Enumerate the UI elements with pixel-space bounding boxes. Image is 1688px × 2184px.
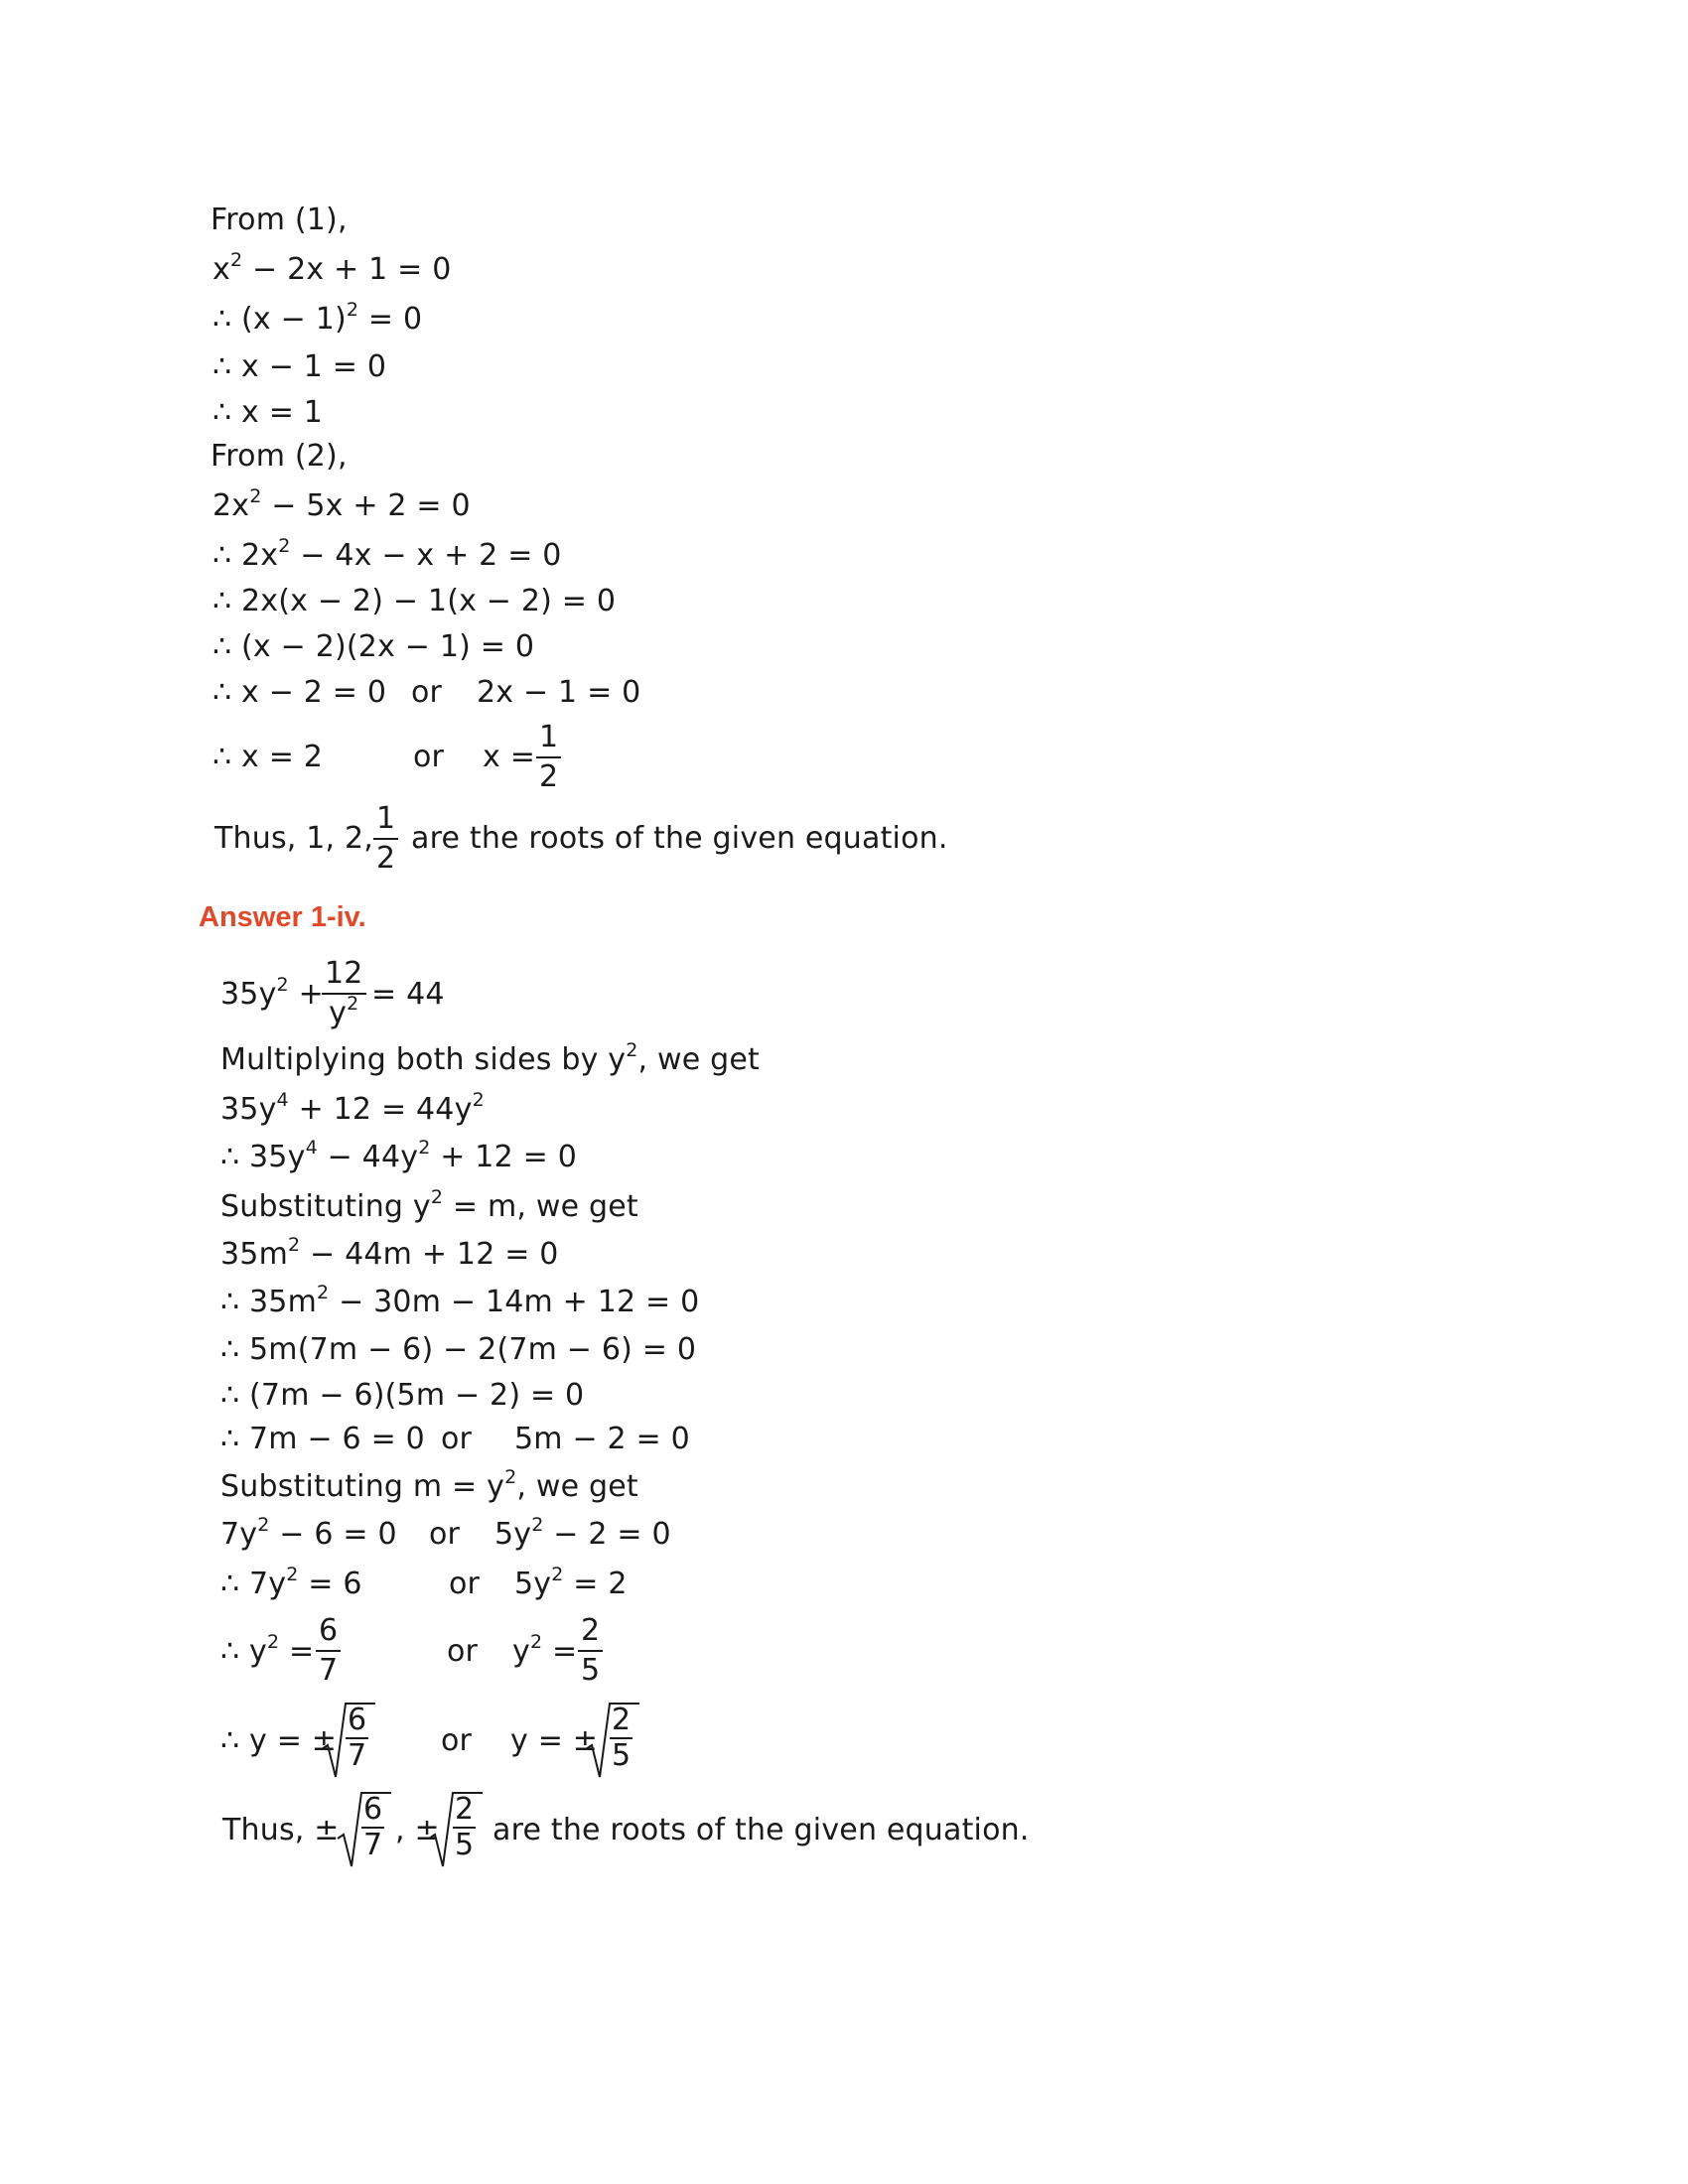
equation-line: ∴ $(x - 1)^2 = 0$ <box>212 299 423 337</box>
equation-line: ∴ (x − 2)(2x − 1) = 0 <box>212 629 535 664</box>
answer-heading: Answer 1-iv. <box>199 901 366 933</box>
equation-line: $2x^2 - 5x + 2 = 0$ <box>212 485 471 523</box>
fraction: $\frac{1}{2}$ <box>373 800 398 878</box>
equation-line: ∴ 2x(x − 2) − 1(x − 2) = 0 <box>212 584 617 618</box>
square-root: $\frac{6}{7}$ <box>336 1789 391 1870</box>
fraction: $\frac{1}{2}$ <box>536 719 561 796</box>
from-1-label: From (1), <box>211 203 348 237</box>
equation-line: ∴ 7m − 6 = 0 or 5m − 2 = 0 <box>220 1422 690 1456</box>
fraction: $\frac{12}{y^2}$ <box>322 955 366 1032</box>
text-line: Substituting $m = y^2$, we get <box>220 1466 638 1504</box>
equation-line: ∴ $35y^4 - 44y^2 + 12 = 0$ <box>220 1137 577 1174</box>
fraction: $\frac{2}{5}$ <box>578 1612 603 1690</box>
equation-line: $35y^4 + 12 = 44y^2$ <box>220 1089 485 1127</box>
equation-line: ∴ $35m^2 - 30m - 14m + 12 = 0$ <box>220 1282 700 1319</box>
document-page: From (1), $x^2 - 2x + 1 = 0$ ∴ $(x - 1)^2 = 0$ ∴ x − 1 = 0 ∴ x = 1 From (2), $2x^2 - 5x + 2 = 0$ ∴ $2x^2 - 4x - x + 2 = 0$ ∴ 2x(x − 2) − 1(x − 2) = 0 ∴ (x − 2)(2x − 1) = 0 ∴ x − 2 = 0 or 2x − 1 = 0 ∴ x = 2 or x = $\frac{1}{2}$ Thus, 1, 2, $\frac{1}{2}$ are the roots of the given equation. Answer 1-iv. $35y^2$ + $\frac{12}{y^2}$ = 44 Multiplying both sides by $y^2$, we get $35y^4 + 12 = 44y^2$ ∴ $35y^4 - 44y^2 + 12 = 0$ Substituting $y^2 = m$, we get $35m^2 - 44m + 12 = 0$ ∴ $35m^2 - 30m - 14m + 12 = 0$ ∴ 5m(7m − 6) − 2(7m − 6) = 0 ∴ (7m − 6)(5m − 2) = 0 ∴ 7m − 6 = 0 or 5m − 2 = 0 Substituting $m = y^2$, we get $7y^2 - 6 = 0$ or $5y^2 - 2 = 0$ ∴ $7y^2 = 6$ or $5y^2 = 2$ ∴ $y^2$ = $\frac{6}{7}$ or $y^2$ = $\frac{2}{5}$ ∴ y = ± $\frac{6}{7}$ or y = ± $\frac{2}{5}$ Thus, ± $\frac{6}{7}$ , ± $\frac{2}{5}$ are the roots of the given equation. <box>0 0 1688 2184</box>
from-2-label: From (2), <box>211 439 348 474</box>
fraction: $\frac{6}{7}$ <box>316 1612 341 1690</box>
text-line: Substituting $y^2 = m$, we get <box>220 1186 638 1224</box>
equation-line: $35m^2 - 44m + 12 = 0$ <box>220 1234 559 1272</box>
equation-line: ∴ 5m(7m − 6) − 2(7m − 6) = 0 <box>220 1332 697 1367</box>
equation-line: ∴ x − 1 = 0 <box>212 349 387 384</box>
equation-line: ∴ $2x^2 - 4x - x + 2 = 0$ <box>212 535 562 573</box>
equation-line: $7y^2 - 6 = 0$ or $5y^2 - 2 = 0$ <box>220 1514 671 1552</box>
square-root: $\frac{6}{7}$ <box>320 1700 375 1781</box>
square-root: $\frac{2}{5}$ <box>584 1700 639 1781</box>
equation-line: $x^2 - 2x + 1 = 0$ <box>212 249 452 287</box>
equation-line: ∴ x − 2 = 0 or 2x − 1 = 0 <box>212 675 641 710</box>
equation-line: ∴ x = 1 <box>212 395 324 430</box>
square-root: $\frac{2}{5}$ <box>427 1789 483 1870</box>
equation-line: ∴ $7y^2 = 6$ or $5y^2 = 2$ <box>220 1564 628 1601</box>
equation-line: ∴ (7m − 6)(5m − 2) = 0 <box>220 1378 585 1413</box>
text-line: Multiplying both sides by $y^2$, we get <box>220 1039 760 1077</box>
